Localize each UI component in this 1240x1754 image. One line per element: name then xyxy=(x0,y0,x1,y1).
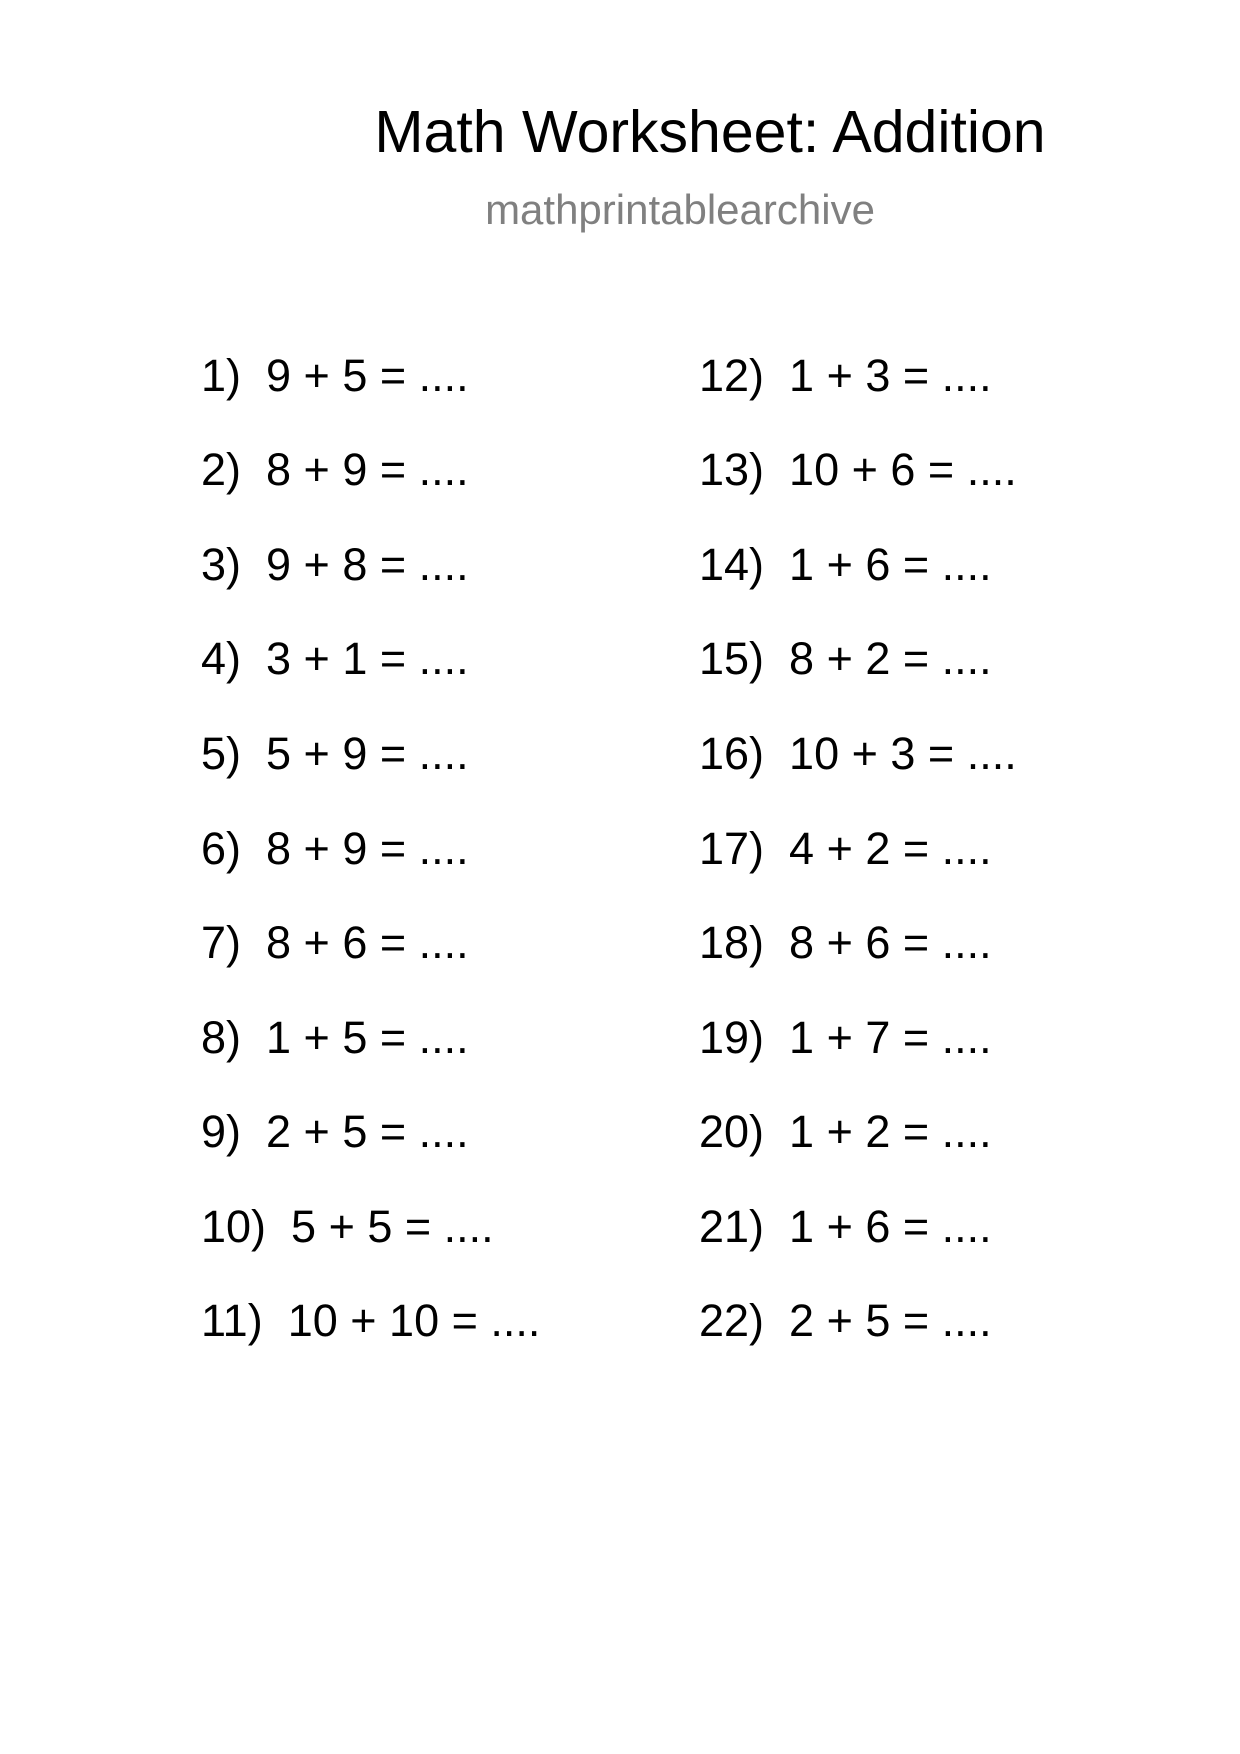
problem-14: 14) 1 + 6 = .... xyxy=(699,539,992,590)
problem-11: 11) 10 + 10 = .... xyxy=(201,1295,541,1346)
problem-21: 21) 1 + 6 = .... xyxy=(699,1201,992,1252)
problem-4: 4) 3 + 1 = .... xyxy=(201,633,469,684)
problem-7: 7) 8 + 6 = .... xyxy=(201,917,469,968)
problem-17: 17) 4 + 2 = .... xyxy=(699,823,992,874)
problem-8: 8) 1 + 5 = .... xyxy=(201,1012,469,1063)
worksheet-subtitle: mathprintablearchive xyxy=(485,186,875,233)
problem-20: 20) 1 + 2 = .... xyxy=(699,1106,992,1157)
problem-13: 13) 10 + 6 = .... xyxy=(699,444,1017,495)
problem-1: 1) 9 + 5 = .... xyxy=(201,350,469,401)
worksheet-title: Math Worksheet: Addition xyxy=(374,99,1046,165)
problem-19: 19) 1 + 7 = .... xyxy=(699,1012,992,1063)
problem-2: 2) 8 + 9 = .... xyxy=(201,444,469,495)
problem-5: 5) 5 + 9 = .... xyxy=(201,728,469,779)
problem-6: 6) 8 + 9 = .... xyxy=(201,823,469,874)
problem-22: 22) 2 + 5 = .... xyxy=(699,1295,992,1346)
problem-15: 15) 8 + 2 = .... xyxy=(699,633,992,684)
problem-18: 18) 8 + 6 = .... xyxy=(699,917,992,968)
problem-12: 12) 1 + 3 = .... xyxy=(699,350,992,401)
problem-3: 3) 9 + 8 = .... xyxy=(201,539,469,590)
problem-10: 10) 5 + 5 = .... xyxy=(201,1201,494,1252)
problem-9: 9) 2 + 5 = .... xyxy=(201,1106,469,1157)
problem-16: 16) 10 + 3 = .... xyxy=(699,728,1017,779)
